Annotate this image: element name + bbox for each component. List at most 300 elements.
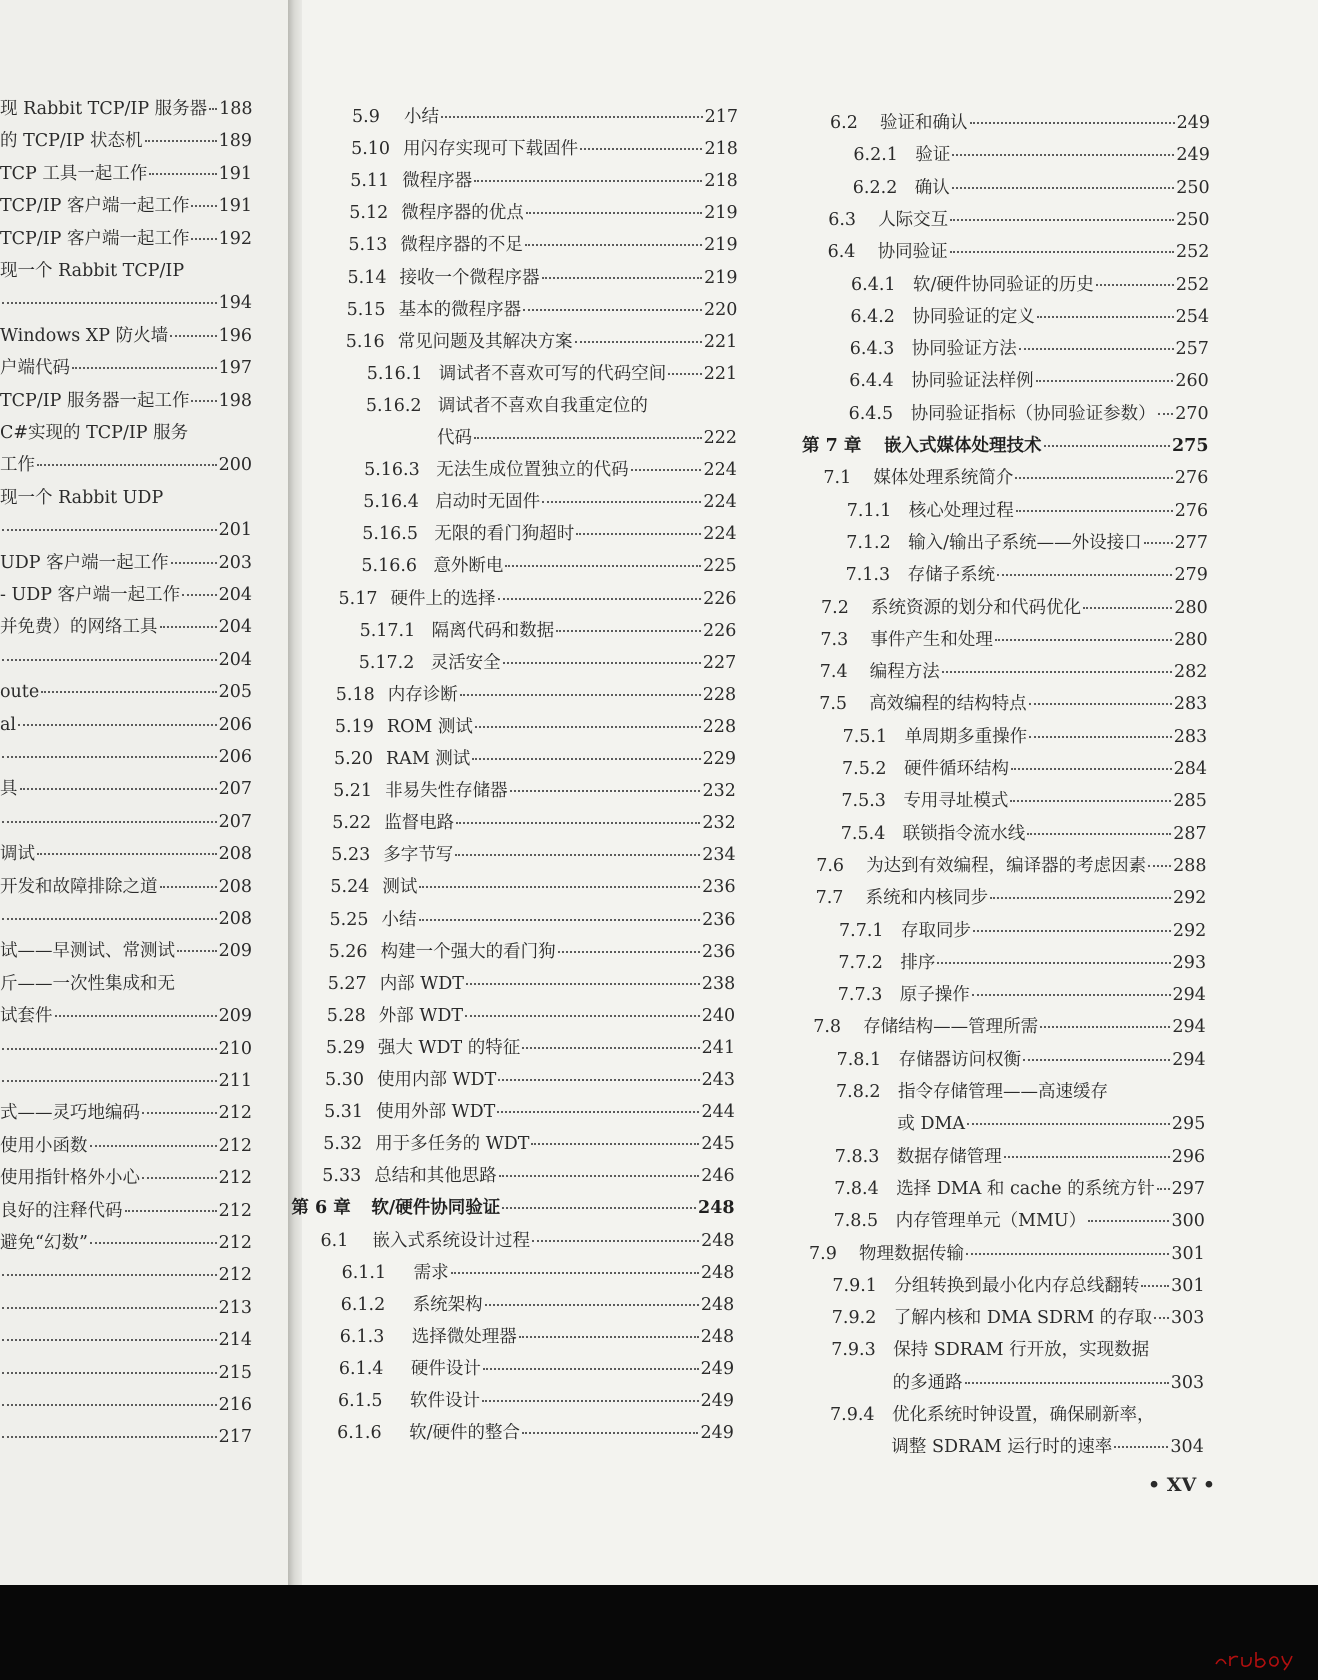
- dot-leader: [510, 789, 701, 792]
- toc-entry: [830, 1402, 1204, 1428]
- toc-page-number: 240: [701, 1005, 736, 1026]
- toc-entry: [0, 1327, 252, 1353]
- dot-leader: [556, 629, 701, 632]
- toc-page-number: 204: [218, 585, 252, 605]
- toc-entry: [332, 810, 736, 836]
- toc-page-number: 250: [1176, 177, 1210, 198]
- toc-entry: [813, 1014, 1206, 1040]
- toc-entry: [0, 614, 252, 640]
- toc-entry-title: 高效编程的结构特点: [869, 694, 1027, 715]
- dot-leader: [191, 204, 216, 207]
- toc-entry-title: 并免费）的网络工具: [0, 617, 158, 638]
- toc-entry-title: 常见问题及其解决方案: [397, 331, 573, 352]
- toc-entry: [0, 874, 252, 900]
- toc-entry: [816, 885, 1207, 911]
- toc-page-number: 252: [1175, 274, 1210, 295]
- toc-entry-title: 输入/输出子系统——外设接口: [908, 532, 1142, 553]
- toc-section-number: 6.2.2: [852, 177, 898, 198]
- toc-page-number: 243: [701, 1070, 735, 1090]
- dot-leader: [209, 107, 217, 110]
- dot-leader: [2, 528, 217, 531]
- dot-leader: [441, 115, 703, 118]
- toc-page-number: 287: [1173, 823, 1207, 844]
- scan-border: [0, 1585, 1318, 1680]
- toc-entry: [831, 1370, 1205, 1396]
- dot-leader: [580, 147, 702, 150]
- dot-leader: [952, 153, 1174, 156]
- toc-entry-title: 存储子系统: [907, 565, 996, 586]
- toc-section-number: 6.4: [827, 242, 856, 263]
- toc-entry-title: 使用外部 WDT: [376, 1102, 496, 1123]
- toc-entry-title: TCP 工具一起工作: [0, 163, 148, 184]
- toc-entry-title: 硬件设计: [410, 1358, 481, 1379]
- toc-entry: [0, 582, 252, 608]
- toc-entry-title: 媒体处理系统简介: [873, 468, 1014, 489]
- dot-leader: [542, 276, 703, 279]
- toc-page-number: 292: [1172, 888, 1207, 909]
- toc-page-number: 252: [1175, 242, 1210, 263]
- toc-page-number: 303: [1171, 1308, 1205, 1329]
- toc-entry: [341, 1292, 735, 1318]
- toc-entry: [0, 452, 252, 478]
- dot-leader: [498, 597, 702, 600]
- toc-section-number: 7.9.3: [831, 1340, 876, 1361]
- toc-entry: [0, 485, 252, 511]
- toc-page-number: 248: [698, 1198, 735, 1219]
- toc-section-number: 7.2: [821, 597, 849, 618]
- toc-entry-title: 协同验证方法: [911, 339, 1017, 360]
- toc-entry: [0, 1068, 252, 1094]
- toc-entry: [348, 265, 738, 291]
- toc-entry-title: 监督电路: [384, 813, 455, 834]
- toc-page-number: 296: [1171, 1146, 1206, 1167]
- toc-page-number: 204: [218, 617, 252, 638]
- toc-entry: [834, 1208, 1205, 1234]
- dot-leader: [1144, 541, 1173, 544]
- page-number-folio: • XV •: [1148, 1474, 1216, 1496]
- toc-section-number: 7.5.1: [842, 726, 888, 747]
- dot-leader: [966, 1252, 1169, 1255]
- toc-entry-title: 协同验证指标（协同验证参数）: [910, 403, 1156, 424]
- toc-entry: [821, 595, 1208, 621]
- toc-entry: [0, 388, 252, 414]
- dot-leader: [1029, 702, 1172, 705]
- toc-entry-title: 专用寻址模式: [903, 791, 1009, 812]
- dot-leader: [542, 500, 701, 503]
- toc-page-number: 248: [700, 1262, 735, 1283]
- toc-section-number: 5.16.4: [363, 492, 419, 513]
- toc-entry: [340, 1324, 734, 1350]
- toc-section-number: 5.16.1: [366, 363, 423, 384]
- dot-leader: [1088, 1219, 1169, 1222]
- toc-entry-title: 验证: [915, 145, 951, 166]
- toc-section-number: 7.1: [823, 468, 852, 489]
- dot-leader: [475, 725, 701, 728]
- dot-leader: [55, 1014, 217, 1017]
- toc-entry: [321, 1228, 735, 1254]
- toc-entry: [0, 1230, 252, 1256]
- toc-page-number: 196: [218, 325, 252, 346]
- toc-entry: [322, 1163, 734, 1189]
- dot-leader: [950, 250, 1174, 253]
- toc-section-number: 6.3: [828, 209, 857, 230]
- toc-entry-title: UDP 客户端一起工作: [0, 552, 169, 573]
- toc-entry: [329, 939, 736, 965]
- toc-entry-title: 软/硬件协同验证的历史: [913, 274, 1094, 295]
- dot-leader: [497, 1110, 699, 1113]
- toc-entry: [0, 290, 252, 316]
- toc-entry-title: 嵌入式系统设计过程: [372, 1230, 530, 1251]
- toc-section-number: 5.22: [332, 813, 372, 834]
- toc-entry-title: 内存诊断: [387, 684, 458, 705]
- toc-entry: [0, 1424, 252, 1450]
- toc-page-number: 220: [703, 299, 738, 320]
- toc-section-number: 6.1.6: [337, 1423, 382, 1444]
- toc-page-number: 236: [701, 941, 736, 962]
- toc-page-number: 212: [218, 1168, 252, 1189]
- dot-leader: [2, 1403, 217, 1406]
- dot-leader: [1044, 444, 1170, 447]
- toc-entry-title: 存储器访问权衡: [898, 1049, 1022, 1070]
- toc-entry-title: 开发和故障排除之道: [0, 876, 158, 897]
- toc-entry: [0, 809, 252, 835]
- toc-entry: [0, 938, 252, 964]
- toc-entry: [360, 618, 737, 644]
- toc-section-number: 6.4.2: [850, 306, 895, 327]
- toc-entry-title: 外部 WDT: [378, 1005, 464, 1026]
- toc-page-number: 254: [1175, 306, 1210, 327]
- toc-entry-title: 使用内部 WDT: [377, 1070, 497, 1090]
- toc-entry: [337, 1420, 734, 1446]
- dot-leader: [2, 820, 217, 823]
- toc-section-number: 7.8.2: [836, 1082, 881, 1102]
- dot-leader: [41, 690, 216, 693]
- dot-leader: [2, 1273, 217, 1276]
- toc-page-number: 214: [218, 1330, 252, 1351]
- toc-section-number: 5.25: [329, 909, 369, 930]
- toc-section-number: 7.8.4: [834, 1178, 879, 1199]
- toc-section-number: 第 6 章: [291, 1198, 351, 1219]
- toc-entry: [364, 457, 737, 483]
- dot-leader: [498, 1078, 699, 1081]
- toc-page-number: 222: [703, 428, 737, 448]
- toc-entry-title: 数据存储管理: [896, 1146, 1002, 1167]
- dot-leader: [937, 961, 1170, 964]
- dot-leader: [532, 1239, 699, 1242]
- dot-leader: [575, 340, 702, 343]
- toc-page-number: 227: [702, 652, 737, 673]
- toc-entry-title: 非易失性存储器: [385, 781, 508, 802]
- toc-section-number: 7.4: [819, 662, 848, 683]
- toc-section-number: 5.33: [322, 1166, 362, 1187]
- toc-entry-title: 现一个 Rabbit UDP: [0, 487, 164, 508]
- dot-leader: [1019, 347, 1174, 350]
- toc-entry: [846, 530, 1208, 556]
- toc-entry-title: 软/硬件的整合: [409, 1423, 520, 1444]
- toc-entry: [0, 96, 252, 122]
- toc-page-number: 270: [1175, 403, 1209, 424]
- toc-section-number: 7.7.3: [837, 985, 883, 1006]
- dot-leader: [1083, 606, 1172, 609]
- toc-page-number: 228: [702, 684, 737, 705]
- toc-entry-title: 构建一个强大的看门狗: [380, 941, 556, 962]
- book-gutter: [288, 0, 302, 1585]
- toc-entry-title: 试——早测试、常测试: [0, 941, 175, 962]
- toc-entry: [0, 841, 252, 867]
- toc-page-number: 275: [1171, 436, 1209, 456]
- toc-entry: [849, 368, 1209, 394]
- toc-entry-title: 编程方法: [869, 662, 940, 683]
- toc-page-number: 212: [218, 1265, 252, 1286]
- toc-entry-title: 斤——一次性集成和无: [0, 973, 175, 994]
- toc-entry-title: 的多通路: [892, 1372, 963, 1393]
- toc-page-number: 218: [704, 139, 738, 160]
- dot-leader: [942, 670, 1172, 673]
- toc-page-number: 294: [1172, 985, 1206, 1006]
- toc-section-number: 7.7.2: [838, 952, 883, 973]
- dot-leader: [466, 982, 700, 985]
- toc-page-number: 194: [218, 293, 252, 314]
- toc-section-number: 6.4.5: [848, 403, 894, 424]
- toc-page-number: 211: [218, 1071, 252, 1091]
- toc-entry: [350, 168, 738, 194]
- toc-entry-title: 测试: [382, 877, 418, 898]
- toc-entry: [828, 207, 1209, 233]
- toc-entry: [849, 401, 1209, 427]
- toc-entry-title: 需求: [413, 1262, 449, 1283]
- toc-entry: [836, 1079, 1206, 1105]
- toc-entry: [851, 272, 1209, 298]
- toc-section-number: 7.5.2: [842, 759, 887, 779]
- toc-section-number: 7.1.3: [845, 565, 891, 586]
- toc-entry-title: 代码: [437, 428, 472, 448]
- toc-entry-title: TCP/IP 客户端一起工作: [0, 196, 190, 217]
- toc-entry-title: 式——灵巧地编码: [0, 1103, 140, 1124]
- toc-entry: [0, 517, 252, 543]
- dot-leader: [1011, 767, 1172, 770]
- toc-entry: [359, 650, 737, 676]
- toc-page-number: 224: [703, 524, 737, 545]
- toc-entry: [820, 627, 1207, 653]
- dot-leader: [990, 896, 1171, 899]
- toc-page-number: 293: [1172, 952, 1207, 973]
- toc-section-number: 7.8.5: [833, 1211, 879, 1232]
- toc-entry-title: 启动时无固件: [435, 492, 541, 513]
- toc-page-number: 212: [218, 1233, 252, 1253]
- toc-entry: [835, 1144, 1205, 1170]
- toc-page-number: 221: [703, 363, 738, 384]
- toc-section-number: 7.1.1: [846, 500, 892, 521]
- toc-entry: [839, 918, 1206, 944]
- toc-section-number: 5.17: [338, 588, 378, 609]
- toc-entry-title: 接收一个微程序器: [399, 267, 540, 288]
- toc-page-number: 294: [1172, 1049, 1206, 1070]
- toc-page-number: 192: [218, 228, 252, 249]
- toc-entry: [0, 1100, 252, 1126]
- dot-leader: [125, 1209, 217, 1212]
- toc-section-number: 5.27: [327, 973, 367, 994]
- dot-leader: [182, 593, 217, 596]
- toc-entry: [816, 853, 1206, 879]
- dot-leader: [2, 301, 217, 304]
- toc-entry-title: 联锁指令流水线: [902, 823, 1026, 844]
- dot-leader: [90, 1241, 217, 1244]
- toc-entry: [366, 393, 737, 419]
- dot-leader: [631, 468, 702, 471]
- toc-section-number: 6.4.1: [851, 274, 896, 295]
- toc-entry: [0, 550, 252, 576]
- dot-leader: [2, 917, 217, 920]
- toc-section-number: 7.9.2: [831, 1308, 877, 1329]
- toc-entry-title: ROM 测试: [386, 716, 473, 737]
- dot-leader: [191, 237, 216, 240]
- toc-entry: [323, 1131, 735, 1157]
- dot-leader: [72, 366, 217, 369]
- toc-page-number: 292: [1172, 920, 1207, 941]
- toc-entry-title: 验证和确认: [880, 113, 968, 133]
- toc-section-number: 5.26: [328, 941, 368, 962]
- toc-entry-title: 调试者不喜欢自我重定位的: [437, 395, 648, 416]
- toc-page-number: 208: [218, 844, 252, 865]
- toc-section-number: 6.2: [830, 113, 858, 133]
- toc-entry: [0, 355, 252, 381]
- toc-entry: [0, 161, 252, 187]
- toc-entry: [330, 907, 736, 933]
- toc-entry-title: 物理数据传输: [859, 1243, 964, 1264]
- toc-page-number: 221: [703, 331, 738, 352]
- toc-entry-title: 确认: [914, 177, 950, 198]
- toc-page-number: 228: [702, 716, 737, 737]
- toc-page-number: 249: [700, 1391, 734, 1411]
- toc-entry: [842, 756, 1207, 782]
- dot-leader: [1010, 799, 1171, 802]
- toc-page-number: 217: [218, 1427, 252, 1448]
- toc-section-number: 6.1.4: [338, 1358, 384, 1379]
- toc-page-number: 280: [1174, 629, 1208, 650]
- toc-section-number: 5.17.2: [358, 652, 415, 673]
- dot-leader: [950, 218, 1174, 221]
- dot-leader: [558, 950, 700, 953]
- toc-page-number: 236: [702, 877, 736, 898]
- toc-section-number: 6.1.3: [339, 1326, 385, 1347]
- toc-entry-title: TCP/IP 服务器一起工作: [0, 390, 190, 411]
- toc-entry-title: 户端代码: [0, 358, 70, 379]
- toc-entry: [361, 553, 736, 579]
- toc-section-number: 5.13: [348, 235, 388, 256]
- toc-section-number: 5.14: [347, 267, 387, 288]
- toc-entry-title: 事件产生和处理: [870, 629, 993, 650]
- dot-leader: [1015, 476, 1173, 479]
- toc-page-number: 248: [700, 1294, 735, 1315]
- toc-section-number: 7.6: [816, 855, 845, 876]
- toc-entry-title: 用闪存实现可下载固件: [403, 139, 579, 160]
- toc-entry: [0, 128, 252, 154]
- toc-entry-title: RAM 测试: [386, 749, 471, 769]
- toc-section-number: 7.3: [820, 629, 849, 650]
- toc-entry-title: 系统架构: [412, 1294, 483, 1315]
- toc-page-number: 203: [218, 552, 252, 573]
- toc-entry: [339, 1356, 734, 1382]
- dot-leader: [1154, 1316, 1169, 1319]
- dot-leader: [37, 852, 217, 855]
- toc-entry-title: 小结: [404, 107, 439, 127]
- dot-leader: [502, 1206, 696, 1209]
- toc-section-number: 7.9: [809, 1243, 837, 1264]
- toc-entry: [0, 647, 252, 673]
- toc-page-number: 277: [1174, 532, 1209, 553]
- toc-entry-title: 使用小函数: [0, 1135, 88, 1156]
- toc-page-number: 245: [701, 1134, 735, 1155]
- dot-leader: [472, 757, 700, 760]
- toc-entry-title: 优化系统时钟设置，确保刷新率，: [892, 1405, 1155, 1425]
- toc-entry: [0, 1198, 252, 1224]
- toc-section-number: 5.16.2: [365, 395, 422, 416]
- toc-page-number: 285: [1173, 791, 1207, 812]
- toc-entry: [0, 1392, 252, 1418]
- toc-page-number: 212: [218, 1135, 252, 1156]
- toc-entry-title: 系统和内核同步: [865, 888, 989, 909]
- toc-entry: [333, 778, 736, 804]
- toc-entry: [847, 498, 1208, 524]
- toc-entry: [832, 1273, 1204, 1299]
- toc-entry: [819, 691, 1207, 717]
- toc-entry: [328, 971, 736, 997]
- dot-leader: [485, 1303, 699, 1306]
- toc-page-number: 283: [1173, 694, 1208, 715]
- toc-section-number: 6.4.4: [849, 371, 894, 392]
- toc-page-number: 189: [218, 131, 252, 152]
- left-page: [0, 0, 288, 1585]
- dot-leader: [456, 821, 700, 824]
- toc-section-number: 第 7 章: [802, 436, 862, 456]
- toc-section-number: 5.16.6: [361, 556, 418, 577]
- dot-leader: [995, 638, 1172, 641]
- toc-page-number: 294: [1172, 1017, 1206, 1038]
- toc-entry-title: 使用指针格外小心: [0, 1168, 140, 1189]
- toc-page-number: 212: [218, 1103, 252, 1124]
- dot-leader: [1096, 283, 1174, 286]
- toc-page-number: 295: [1171, 1114, 1206, 1135]
- toc-section-number: 7.8.1: [836, 1049, 882, 1070]
- toc-page-number: 236: [702, 909, 736, 930]
- toc-entry: [841, 821, 1207, 847]
- toc-entry: [342, 1260, 735, 1286]
- toc-page-number: 301: [1171, 1243, 1205, 1264]
- toc-page-number: 297: [1171, 1178, 1206, 1199]
- toc-entry-title: 微程序器: [402, 171, 473, 192]
- toc-page-number: 300: [1171, 1211, 1205, 1232]
- dot-leader: [526, 211, 702, 214]
- toc-entry-title: 了解内核和 DMA SDRM 的存取: [893, 1308, 1153, 1329]
- toc-entry-title: 无限的看门狗超时: [434, 524, 575, 545]
- dot-leader: [460, 693, 701, 696]
- toc-entry: [843, 724, 1208, 750]
- toc-entry-title: 小结: [381, 909, 417, 930]
- dot-leader: [419, 885, 700, 888]
- toc-entry: [326, 1035, 735, 1061]
- toc-entry: [363, 489, 737, 515]
- toc-page-number: 219: [704, 267, 738, 288]
- toc-entry-title: 硬件循环结构: [904, 759, 1009, 779]
- toc-entry-title: 具: [0, 779, 18, 800]
- toc-entry: [346, 329, 738, 355]
- toc-entry-title: 协同验证法样例: [911, 371, 1034, 392]
- dot-leader: [668, 372, 701, 375]
- toc-page-number: 224: [703, 492, 737, 513]
- toc-page-number: 260: [1175, 371, 1209, 392]
- dot-leader: [171, 561, 217, 564]
- toc-entry: [0, 420, 252, 446]
